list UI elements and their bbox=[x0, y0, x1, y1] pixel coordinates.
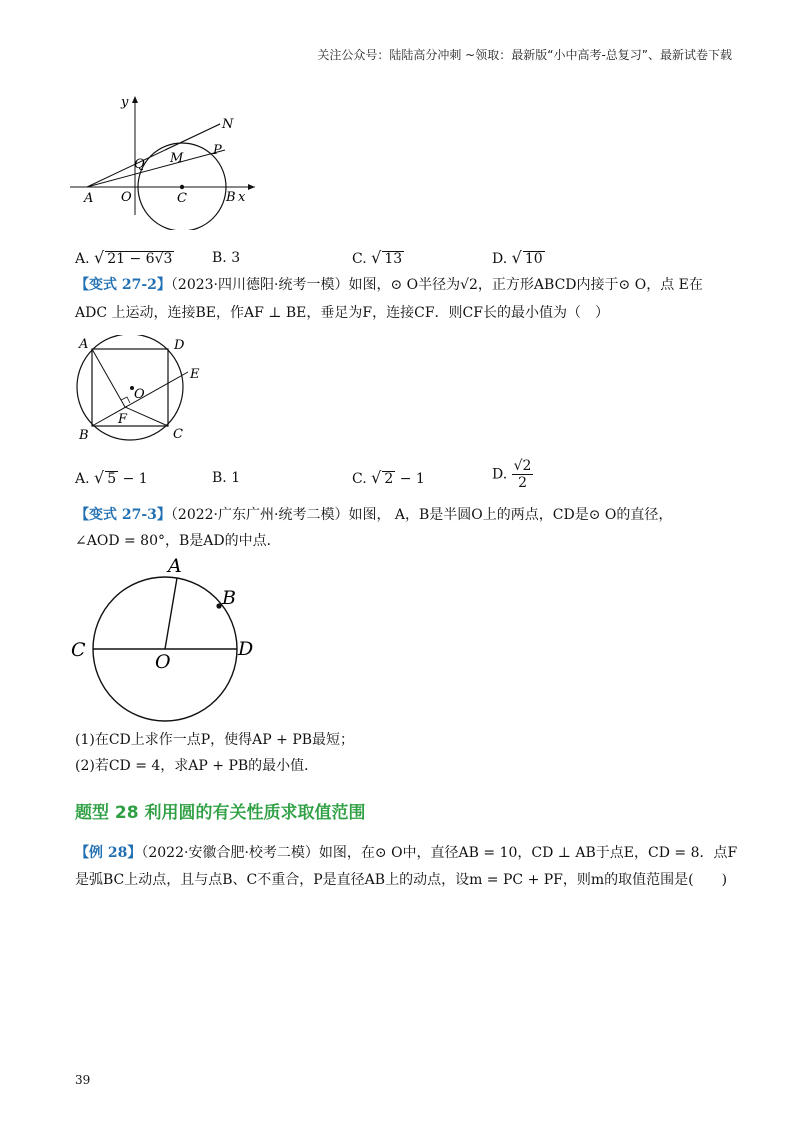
q1-option-a: A. √ 21 − 6√3 bbox=[75, 248, 173, 267]
ex28-line1: 【例 28】（2022·安徽合肥·校考二模）如图，在⊙ O中，直径AB = 10，CD ⊥ AB于点E，CD = 8．点F bbox=[75, 845, 738, 861]
label-B: B bbox=[79, 428, 89, 443]
q2-line1: 【变式 27-2】（2023·四川德阳·统考一模）如图，⊙ O半径为√2，正方形ABCD内接于⊙ O，点 E在 bbox=[75, 277, 703, 293]
figure-semicircle bbox=[65, 552, 275, 722]
label-D: D bbox=[238, 638, 254, 660]
label-O: O bbox=[155, 651, 171, 673]
label-M: M bbox=[170, 151, 184, 166]
q3-sub1: (1)在CD上求作一点P，使得AP + PB最短； bbox=[75, 732, 355, 748]
q1-option-c: C. √ 13 bbox=[352, 248, 403, 267]
label-x: x bbox=[238, 190, 246, 205]
label-A: A bbox=[84, 191, 94, 206]
q1-option-b: B. 3 bbox=[212, 250, 241, 266]
label-A: A bbox=[79, 337, 89, 352]
q2-line2: ADC 上运动，连接BE，作AF ⊥ BE，垂足为F，连接CF．则CF长的最小值为（ ） bbox=[75, 305, 609, 321]
label-C: C bbox=[177, 191, 187, 206]
label-C: C bbox=[71, 639, 86, 661]
q2-option-c: C. √ 2 − 1 bbox=[352, 468, 425, 487]
label-B: B bbox=[222, 587, 236, 609]
label-P: P bbox=[213, 143, 222, 158]
q3-line1: 【变式 27-3】（2022·广东广州·统考二模）如图， A，B是半圆O上的两点，CD是⊙ O的直径， bbox=[75, 507, 673, 523]
label-D: D bbox=[174, 338, 185, 353]
q3-sub2: (2)若CD = 4，求AP + PB的最小值． bbox=[75, 758, 319, 774]
q2-option-b: B. 1 bbox=[212, 470, 241, 486]
label-O: O bbox=[134, 387, 145, 402]
label-Q: Q bbox=[134, 157, 145, 172]
label-A: A bbox=[168, 555, 182, 577]
q3-line2: ∠AOD = 80°，B是AD的中点． bbox=[75, 533, 281, 549]
label-O: O bbox=[121, 190, 132, 205]
section-title: 题型 28 利用圆的有关性质求取值范围 bbox=[75, 803, 366, 823]
label-C: C bbox=[173, 427, 183, 442]
label-F: F bbox=[118, 412, 128, 427]
q2-option-a: A. √ 5 − 1 bbox=[75, 468, 148, 487]
label-N: N bbox=[222, 117, 234, 132]
q1-option-d: D. √ 10 bbox=[492, 248, 543, 267]
q2-option-d: D. $\frac{√2}{2}$ bbox=[492, 458, 532, 491]
label-B: B bbox=[226, 190, 236, 205]
page-number: 39 bbox=[75, 1073, 91, 1087]
figure-square-in-circle bbox=[70, 335, 210, 447]
ex28-line2: 是弧BC上动点，且与点B、C不重合，P是直径AB上的动点，设m = PC + PF，则m的取值范围是( ) bbox=[75, 872, 728, 888]
figure-coordinate-circle bbox=[65, 90, 265, 230]
label-y: y bbox=[121, 95, 129, 110]
page-header: 关注公众号：陆陆高分冲刺 ~领取：最新版“小中高考-总复习”、最新试卷下载 bbox=[317, 48, 732, 62]
label-E: E bbox=[190, 367, 200, 382]
